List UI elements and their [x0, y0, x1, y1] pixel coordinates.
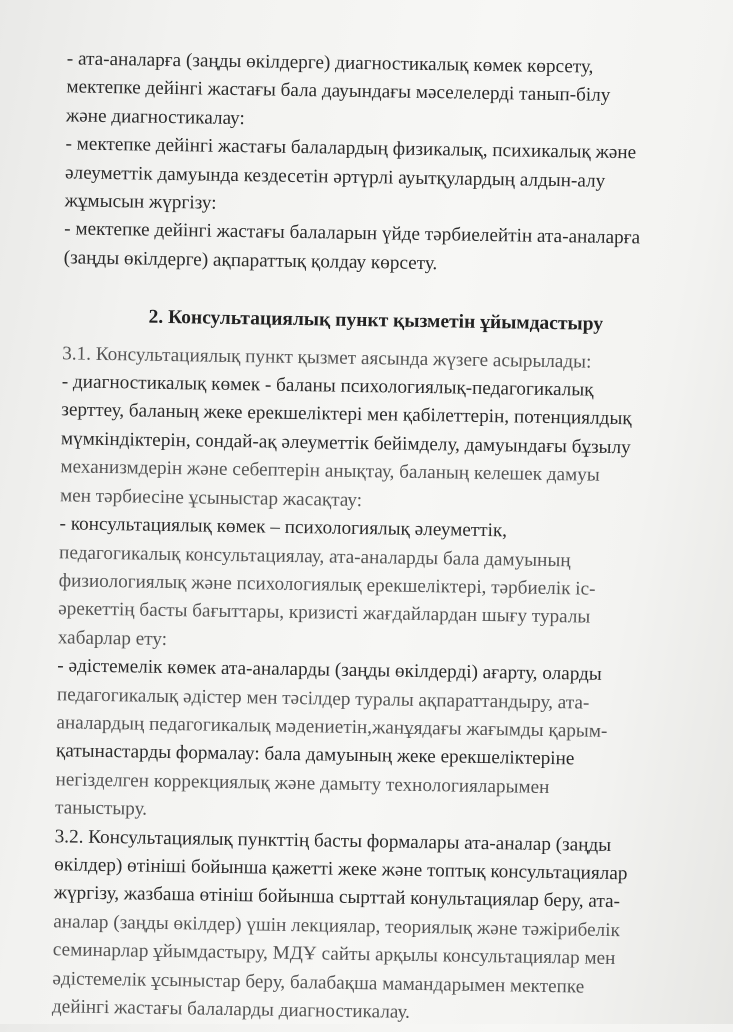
text-line: және диагностикалау:: [65, 105, 245, 129]
text-line: жүргізу, жазбаша өтініш бойынша сырттай конультациялар беру, ата-: [53, 882, 621, 913]
text-line: - мектепке дейінгі жастағы балалардың физикалық, психикалық және: [65, 133, 637, 164]
text-line: әрекеттің басты бағыттары, кризисті жағдайлардан шығу туралы: [58, 598, 591, 628]
intro-section: [64, 45, 675, 282]
text-line: дейінгі жастағы балаларды диагностикалау.: [51, 996, 411, 1023]
text-line: хабарлар ету:: [57, 626, 168, 650]
document-body: [52, 45, 675, 1031]
text-line: семинарлар ұйымдастыру, МДҰ сайты арқылы консультациялар мен: [52, 939, 616, 970]
text-line: әдістемелік ұсыныстар беру, балабақша мамандарымен мектепке: [52, 967, 585, 998]
text-line: аналар (заңды өкілдер) үшін лекциялар, теориялық және тәжірибелік: [53, 911, 621, 941]
text-line: - әдістемелік көмек ата-аналарды (заңды өкілдерді) ағарту, оларды: [57, 655, 602, 685]
text-line: - мектепке дейінгі жастағы балаларын үйде тәрбиелейтін ата-аналарға: [64, 218, 641, 249]
text-line: - ата-аналарға (заңды өкілдерге) диагностикалық көмек көрсету,: [66, 48, 594, 78]
text-line: қатынастарды формалау: бала дамуының жеке ерекшеліктеріне: [55, 740, 575, 770]
text-line: мектепке дейінгі жастағы бала дауындағы мәселелерді танып-білу: [66, 76, 611, 107]
section-heading: 2. Консультациялық пункт қызметін ұйымдастыру: [148, 306, 604, 336]
text-line: таныстыру.: [54, 797, 148, 820]
text-line: негізделген коррекциялық және дамыту технологияларымен: [55, 769, 550, 798]
text-line: физиологиялық және психологиялық ерекшеліктері, тәрбиелік іс-: [58, 570, 596, 600]
text-line: педагогикалық әдістер мен тәсілдер туралы ақпараттандыру, ата-: [56, 683, 590, 714]
text-line: 3.2. Консультациялық пункттің басты формалары ата-аналар (заңды: [54, 825, 612, 856]
text-line: 3.1. Консультациялық пункт қызмет аясында жүзеге асырылады:: [62, 342, 592, 373]
text-line: аналардың педагогикалық мәдениетін,жанұядағы жағымды қарым-: [56, 712, 608, 742]
text-line: мүмкіндіктерін, сондай-ақ әлеуметтік бейімделу, дамуындағы бұзылу: [60, 428, 631, 459]
text-line: мен тәрбиесіне ұсыныстар жасақтау:: [59, 484, 363, 511]
text-line: зерттеу, баланың жеке ерекшеліктері мен қабілеттерін, потенциялдық: [61, 399, 632, 430]
section-body: [52, 340, 671, 1031]
text-line: өкілдер) өтініші бойынша қажетті жеке және топтық консультациялар: [54, 854, 628, 885]
text-line: (заңды өкілдерге) ақпараттық қолдау көрсету.: [63, 247, 438, 275]
text-line: - консультациялық көмек – психологиялық әлеуметтік,: [59, 513, 508, 542]
text-line: әлеуметтік дамуында кездесетін әртүрлі ауытқулардың алдын-алу: [64, 161, 606, 192]
text-line: - диагностикалық көмек - баланы психологиялық-педагогикалық: [61, 371, 594, 401]
text-line: механизмдерін және себептерін анықтау, баланың келешек дамуы: [60, 456, 600, 487]
text-line: педагогикалық консультациялау, ата-аналарды бала дамуының: [58, 541, 571, 571]
text-line: жұмысын жүргізу:: [64, 190, 217, 214]
